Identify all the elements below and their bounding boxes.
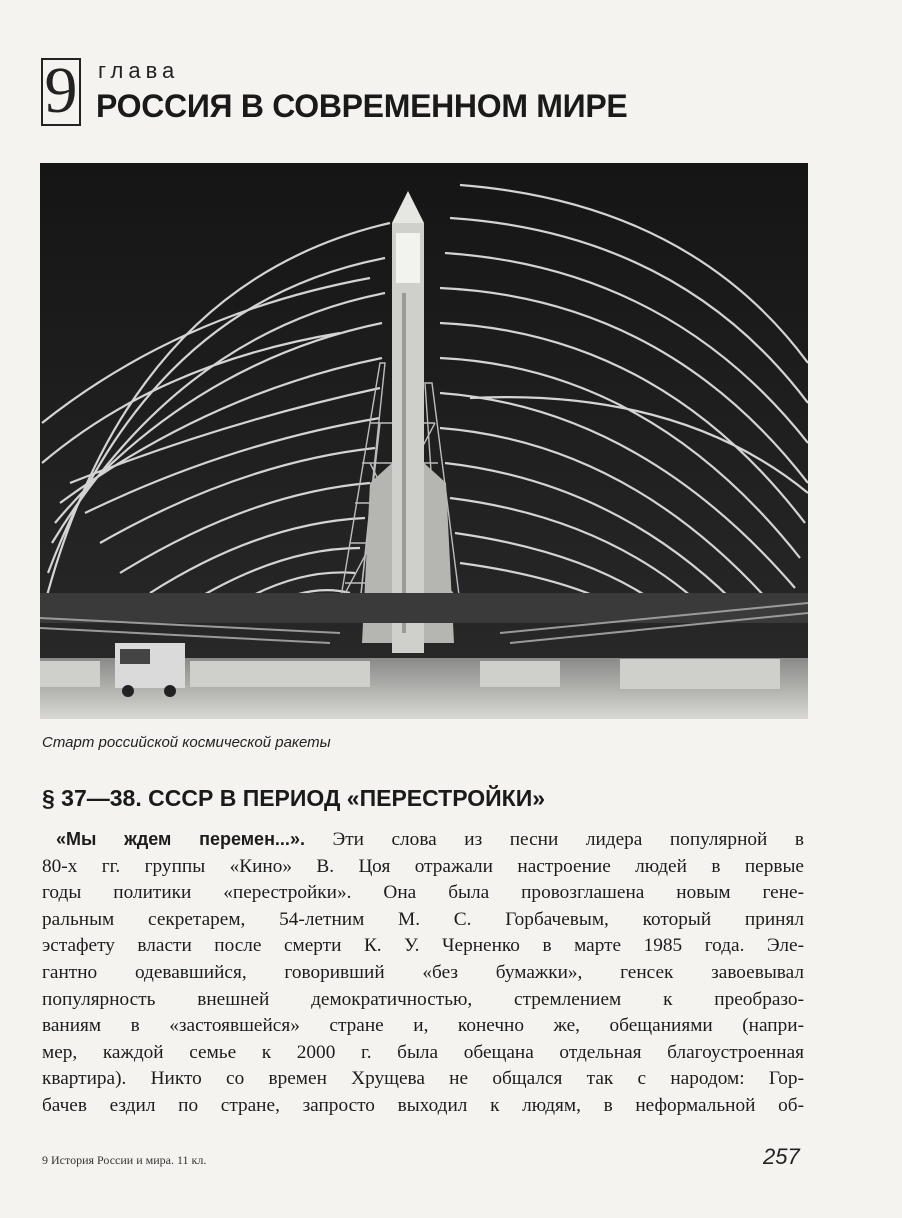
body-line: гантно одевавшийся, говоривший «без бумажки», генсек завоевывал	[42, 961, 804, 983]
chapter-number: 9	[44, 54, 78, 127]
chapter-title: РОССИЯ В СОВРЕМЕННОМ МИРЕ	[96, 88, 628, 124]
lead-phrase: «Мы ждем перемен...».	[56, 829, 305, 849]
page-number: 257	[763, 1144, 800, 1169]
body-line: популярность внешней демократичностью, стремлением к преобразо-	[42, 988, 804, 1010]
body-line: мер, каждой семье к 2000 г. была обещана отдельная благоустроенная	[42, 1041, 804, 1063]
chapter-number-box	[41, 54, 81, 127]
rocket-launch-illustration	[40, 163, 808, 719]
footer-book-title: 9 История России и мира. 11 кл.	[42, 1153, 207, 1167]
body-line: годы политики «перестройки». Она была провозглашена новым гене-	[42, 882, 804, 904]
body-line: 80-х гг. группы «Кино» В. Цоя отражали настроение людей в первые	[42, 855, 804, 877]
body-line: ваниям в «застоявшейся» стране и, конечно же, обещаниями (напри-	[42, 1015, 804, 1037]
body-line: квартира). Никто со времен Хрущева не общался так с народом: Гор-	[42, 1068, 804, 1090]
body-line: «Мы ждем перемен...». Эти слова из песни лидера популярной в	[56, 829, 804, 850]
body-line: ральным секретарем, 54-летним М. С. Горбачевым, который принял	[42, 908, 804, 930]
figure-caption: Старт российской космической ракеты	[42, 734, 331, 751]
body-line: бачев ездил по стране, запросто выходил к людям, в неформальной об-	[42, 1094, 804, 1116]
section-title: § 37—38. СССР В ПЕРИОД «ПЕРЕСТРОЙКИ»	[42, 785, 546, 811]
chapter-label: глава	[98, 58, 180, 83]
rocket-launch-photo	[40, 163, 808, 719]
body-line: эстафету власти после смерти К. У. Черненко в марте 1985 года. Эле-	[42, 935, 804, 957]
body-paragraph	[42, 826, 804, 1120]
